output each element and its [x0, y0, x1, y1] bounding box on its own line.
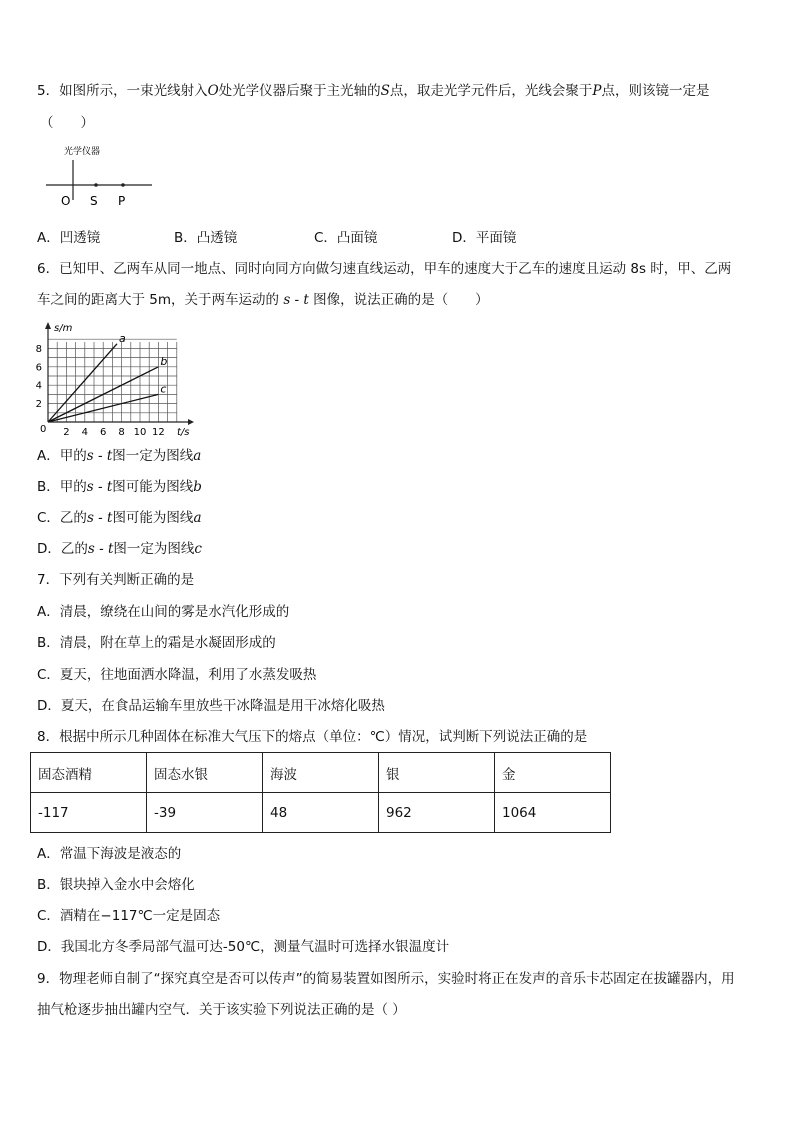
- x-axis-label: t/s: [177, 427, 190, 438]
- table-header-cell: 固态水银: [147, 753, 263, 793]
- q6-stem-line2: 车之间的距离大于 5m，关于两车运动的 s - t 图像，说法正确的是（ ）: [37, 292, 489, 308]
- q5-label-p: P: [118, 194, 126, 208]
- table-header-cell: 银: [379, 753, 495, 793]
- q9-stem-line1: 9．物理老师自制了“探究真空是否可以传声”的简易装置如图所示，实验时将正在发声的音乐卡芯固定在拔罐器内，用: [37, 971, 735, 987]
- q6-option-a: A．甲的s - t图一定为图线a: [37, 448, 202, 464]
- q7-option-b: B．清晨，附在草上的霜是水凝固形成的: [37, 635, 276, 651]
- q7-option-d: D．夏天，在食品运输车里放些干冰降温是用干冰熔化吸热: [37, 698, 385, 714]
- table-cell: 1064: [495, 793, 611, 833]
- q8-option-a: A．常温下海波是液态的: [37, 846, 182, 862]
- q7-stem: 7．下列有关判断正确的是: [37, 572, 195, 588]
- series-label-c: c: [160, 382, 167, 396]
- x-tick-label: 2: [63, 427, 70, 438]
- series-label-b: b: [160, 354, 168, 368]
- x-axis-arrow: [188, 419, 194, 425]
- table-cell: -39: [147, 793, 263, 833]
- table-cell: 962: [379, 793, 495, 833]
- q5-label-s: S: [90, 194, 98, 208]
- q5-answer-paren: （ ）: [40, 115, 94, 131]
- table-header-row: [31, 753, 611, 793]
- q6-option-b: B．甲的s - t图可能为图线b: [37, 479, 202, 495]
- q5-point-p: [121, 183, 125, 187]
- q6-st-chart: [30, 318, 200, 440]
- x-tick-label: 8: [118, 427, 125, 438]
- y-tick-label: 6: [35, 362, 42, 374]
- y-tick-label: 8: [35, 343, 42, 355]
- y-axis-arrow: [45, 322, 51, 329]
- table-header-cell: 金: [495, 753, 611, 793]
- q8-stem: 8．根据中所示几种固体在标准大气压下的熔点（单位：℃）情况，试判断下列说法正确的是: [37, 729, 588, 745]
- q5-point-s: [94, 183, 98, 187]
- q5-stem: 5．如图所示，一束光线射入O处光学仪器后聚于主光轴的S点，取走光学元件后，光线会聚于P点，则该镜一定是: [37, 83, 710, 99]
- q5-figure-label: 光学仪器: [64, 147, 101, 157]
- y-axis-label: s/m: [54, 323, 73, 334]
- q8-option-c: C．酒精在−117℃一定是固态: [37, 908, 221, 924]
- q8-option-d: D．我国北方冬季局部气温可达-50℃，测量气温时可选择水银温度计: [37, 939, 450, 955]
- q5-label-o: O: [61, 194, 71, 208]
- q7-option-a: A．清晨，缭绕在山间的雾是水汽化形成的: [37, 604, 290, 620]
- melting-point-table: [30, 752, 611, 833]
- y-tick-label: 4: [35, 380, 42, 392]
- q5-optical-figure: [40, 142, 160, 210]
- q7-option-c: C．夏天，往地面洒水降温，利用了水蒸发吸热: [37, 667, 317, 683]
- q5-option-a: A．凹透镜: [37, 230, 101, 246]
- series-line-a: [48, 344, 117, 422]
- q6-option-d: D．乙的s - t图一定为图线c: [37, 541, 202, 557]
- table-header-cell: 固态酒精: [31, 753, 147, 793]
- origin-label: 0: [40, 424, 47, 435]
- q5-options: [37, 229, 757, 247]
- q5-option-d: D．平面镜: [452, 230, 517, 246]
- q6-stem-line1: 6．已知甲、乙两车从同一地点、同时向同方向做匀速直线运动，甲车的速度大于乙车的速度且运动 8s 时，甲、乙两: [37, 261, 732, 277]
- q9-stem-line2: 抽气枪逐步抽出罐内空气．关于该实验下列说法正确的是（ ）: [37, 1002, 406, 1018]
- x-tick-label: 12: [152, 427, 165, 438]
- table-row: [31, 793, 611, 833]
- q8-option-b: B．银块掉入金水中会熔化: [37, 877, 195, 893]
- q5-option-b: B．凸透镜: [174, 230, 238, 246]
- table-header-cell: 海波: [263, 753, 379, 793]
- y-tick-label: 2: [35, 399, 42, 411]
- table-cell: -117: [31, 793, 147, 833]
- series-label-a: a: [119, 331, 126, 345]
- x-tick-label: 4: [81, 427, 88, 438]
- x-tick-label: 10: [133, 427, 147, 438]
- q6-option-c: C．乙的s - t图可能为图线a: [37, 510, 202, 526]
- x-tick-label: 6: [100, 427, 107, 438]
- q5-option-c: C．凸面镜: [314, 230, 378, 246]
- table-cell: 48: [263, 793, 379, 833]
